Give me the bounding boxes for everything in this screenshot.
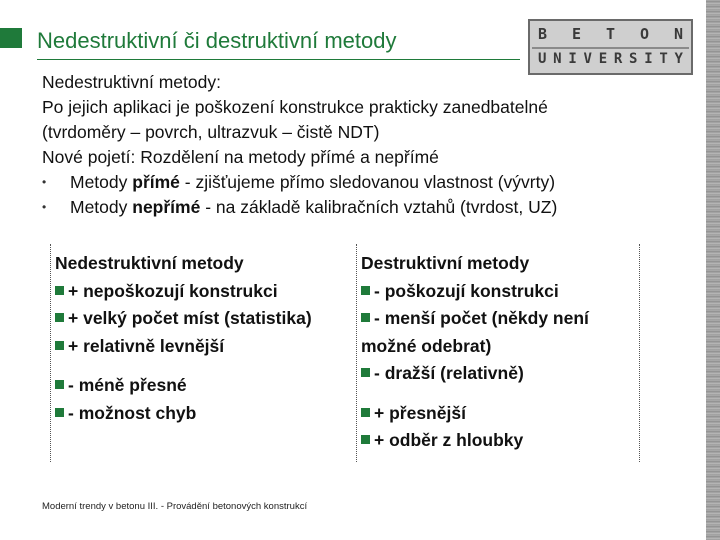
nondestructive-column [55, 250, 312, 427]
list-item: - méně přesné [55, 372, 312, 400]
green-square-icon [55, 408, 64, 417]
slide-title: Nedestruktivní či destruktivní metody [37, 28, 397, 53]
green-square-icon [55, 380, 64, 389]
green-square-icon [361, 313, 370, 322]
logo-line-beton: B E T O N [538, 25, 683, 43]
list-item: + relativně levnější [55, 333, 312, 361]
decorative-side-band [706, 0, 720, 540]
logo-divider [532, 47, 689, 49]
list-item: - možnost chyb [55, 400, 312, 428]
intro-line-1: Po jejich aplikaci je poškození konstrukce prakticky zanedbatelné [42, 97, 548, 117]
beton-university-logo [528, 19, 693, 75]
list-item: + velký počet míst (statistika) [55, 305, 312, 333]
column-divider-middle [356, 244, 357, 462]
title-rule [37, 59, 520, 60]
new-concept-text: Rozdělení na metody přímé a nepřímé [135, 147, 439, 167]
list-item-continuation: možné odebrat) [361, 335, 492, 356]
spacer [361, 388, 589, 400]
spacer [55, 360, 312, 372]
list-item: - menší počet (někdy není [361, 305, 589, 333]
footer-text: Moderní trendy v betonu III. - Provádění betonových konstrukcí [42, 501, 308, 512]
bullet-dot-icon: • [42, 200, 47, 214]
green-square-icon [361, 408, 370, 417]
new-concept-line [42, 145, 682, 170]
green-square-icon [361, 286, 370, 295]
column-divider-right [639, 244, 640, 462]
nondestructive-title: Nedestruktivní metody [55, 253, 244, 273]
list-item: - poškozují konstrukci [361, 278, 589, 306]
green-square-icon [361, 435, 370, 444]
list-item: + odběr z hloubky [361, 427, 589, 455]
green-square-icon [55, 313, 64, 322]
list-item: - dražší (relativně) [361, 360, 589, 388]
green-square-icon [361, 368, 370, 377]
destructive-title: Destruktivní metody [361, 253, 530, 273]
bullet-indirect-methods: • Metody nepřímé - na základě kalibračních vztahů (tvrdost, UZ) [42, 195, 682, 220]
accent-square [0, 28, 22, 48]
list-item: + přesnější [361, 400, 589, 428]
intro-text [42, 70, 682, 220]
green-square-icon [55, 286, 64, 295]
new-concept-label: Nové pojetí: [42, 147, 136, 167]
bullet-dot-icon: • [42, 175, 47, 189]
intro-line-2: (tvrdoměry – povrch, ultrazvuk – čistě NDT) [42, 122, 380, 142]
intro-heading: Nedestruktivní metody: [42, 72, 221, 92]
column-divider-left [50, 244, 51, 462]
list-item: + nepoškozují konstrukci [55, 278, 312, 306]
logo-line-university: U N I V E R S I T Y [538, 51, 683, 67]
bullet-direct-methods: • Metody přímé - zjišťujeme přímo sledovanou vlastnost (vývrty) [42, 170, 682, 195]
destructive-column [361, 250, 589, 455]
green-square-icon [55, 341, 64, 350]
